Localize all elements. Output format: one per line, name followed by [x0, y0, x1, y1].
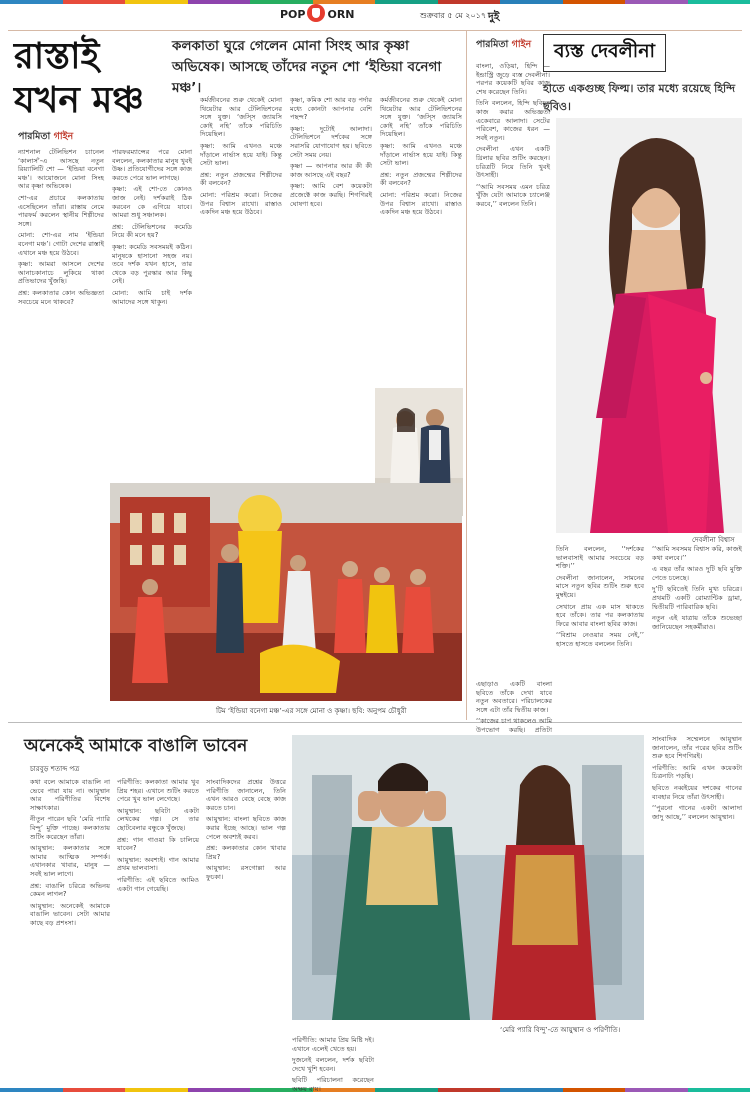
story3-byline: চারবুড় শতাব্দ পত্র: [30, 763, 79, 775]
paragraph: আয়ুষ্মান: অনেকেই আমাকে বাঙালি ভাবেন। সেটা আমার কাছে বড় প্রশংসা।: [30, 902, 110, 928]
story1-main-photo: [110, 483, 462, 701]
story2-col2: [476, 680, 552, 720]
top-color-stripe: [0, 0, 750, 4]
paragraph: ‘‘আমি সবসময় এমন চরিত্র খুঁজি যেটা আমাকে চ্যালেঞ্জ করবে,’’ বললেন তিনি।: [476, 183, 550, 209]
paragraph: সাংবাদিক সম্মেলনে আয়ুষ্মান জানালেন, তাঁর পরের ছবির শুটিং শুরু হবে শিগগিরই।: [652, 735, 742, 761]
paragraph: দেবলীনা জানালেন, সামনের মাসে নতুন ছবির শুটিং শুরু হবে মুম্বইয়ে।: [556, 574, 644, 600]
story3-col2: [117, 778, 199, 1078]
paragraph: প্রশ্ন: কলকাতার কোন অভিজ্ঞতা সবচেয়ে মনে থাকবে?: [18, 289, 104, 306]
stripe-segment: [0, 1088, 63, 1092]
story2-col4: [652, 545, 742, 713]
stripe-segment: [438, 1088, 501, 1092]
paragraph: পরিণীতি: আমার প্রিয় মিষ্টি দই। এখানে এলেই খেতে হয়।: [292, 1036, 374, 1053]
frame-top-line: [8, 30, 742, 31]
paragraph: কথা বলে আমাকে বাঙালি না ভেবে পারা যায় না। আয়ুষ্মান আর পরিণীতির বিশেষ সাক্ষাৎকার।: [30, 778, 110, 812]
paragraph: কৃষ্ণা: আমি এখনও মঞ্চে দাঁড়ালে নার্ভাস হয়ে যাই। কিন্তু সেটা ভাল।: [380, 142, 462, 168]
story1-col1: [18, 148, 104, 688]
paragraph: বাংলা, ওড়িয়া, হিন্দি — ইন্ডাস্ট্রি জুড়ে ব্যস্ত দেবলীনা। পরপর কয়েকটি ছবির কাজ শেষ করেছেন তিনি।: [476, 62, 550, 96]
paragraph: ‘‘বিশ্রাম নেওয়ার সময় নেই,’’ হাসতে হাসতে বললেন তিনি।: [556, 631, 644, 648]
paragraph: কৃষ্ণা: আমি বেশ কয়েকটা প্রজেক্টে কাজ করছি। শিগগিরই ঘোষণা হবে।: [290, 182, 372, 208]
paragraph: দু’টি ছবিতেই তিনি মুখ্য চরিত্রে। প্রথমটি একটি রোম্যান্টিক ড্রামা, দ্বিতীয়টি পারিবারিক ছবি।: [652, 585, 742, 611]
paragraph: কৃষ্ণা — আপনার আর কী কী কাজ আসছে এই বছর?: [290, 162, 372, 179]
story1-byline: পারমিতা গাইন: [18, 130, 73, 145]
story1-photo-caption: টিম ‘ইন্ডিয়া বনেগা মঞ্চ’-এর সঙ্গে মোনা ও কৃষ্ণা। ছবি: অনুপম চৌধুরী: [216, 705, 406, 717]
stripe-segment: [188, 1088, 251, 1092]
paragraph: ছবিতে নব্বইয়ের দশকের গানের ব্যবহার নিয়ে তাঁরা উৎসাহী।: [652, 784, 742, 801]
story2-col3: [556, 545, 644, 713]
stripe-segment: [63, 0, 126, 4]
paragraph: দেবলীনা এখন একটি থ্রিলার ছবির শুটিং করছেন। চরিত্রটি নিয়ে তিনি খুবই উৎসাহী।: [476, 145, 550, 179]
story3-col3: [206, 778, 286, 1006]
paragraph: নতুন এই যাত্রায় তাঁকে শুভেচ্ছা জানিয়েছেন সহকর্মীরাও।: [652, 614, 742, 631]
story1-headline: রাস্তাই যখন মঞ্চ: [14, 34, 164, 122]
story2-col1: [476, 62, 550, 722]
stripe-segment: [625, 0, 688, 4]
paragraph: তিনি বললেন, হিন্দি ছবিতে কাজ করার অভিজ্ঞতা একেবারে আলাদা। সেটের পরিবেশ, কাজের ধরন — সবই নতুন।: [476, 99, 550, 142]
story3-col4: [292, 1036, 374, 1082]
paragraph: পরিণীতি: এই ছবিতে আমিও একটা গান গেয়েছি।: [117, 876, 199, 893]
story2-subtitle: হাতে একগুচ্ছ ফিল্ম। তার মধ্যে রয়েছে হিন্দি ছবিও।: [543, 80, 741, 116]
paragraph: আয়ুষ্মান: ছবিটা একটা লেখকের গল্প। সে তার ছোটবেলার বন্ধুকে খুঁজছে।: [117, 807, 199, 833]
stripe-segment: [313, 0, 376, 4]
paragraph: ‘‘পুরনো গানের একটা আলাদা জাদু আছে,’’ বললেন আয়ুষ্মান।: [652, 804, 742, 821]
page-number: দুই: [488, 8, 500, 27]
paragraph: আয়ুষ্মান: অবশ্যই। গান আমার প্রথম ভালবাসা।: [117, 856, 199, 873]
paragraph: প্রশ্ন: টেলিভিশনের কমেডি নিয়ে কী মনে হয়?: [112, 223, 192, 240]
stripe-segment: [125, 0, 188, 4]
issue-date: শুক্রবার ৫ মে ২০১৭: [420, 10, 486, 23]
paragraph: আয়ুষ্মান: কলকাতার সঙ্গে আমার আত্মিক সম্পর্ক। এখানকার খাবার, মানুষ — সবই ভাল লাগে।: [30, 844, 110, 878]
paragraph: পরিণীতি: কলকাতা আমার খুব প্রিয় শহর। এখানে শুটিং করতে পেরে খুব ভাল লেগেছে।: [117, 778, 199, 804]
bottom-color-stripe: [0, 1088, 750, 1092]
story1-col5: [380, 96, 462, 386]
stripe-segment: [375, 1088, 438, 1092]
paragraph: মোনা: শো-এর নাম ‘ইন্ডিয়া বনেগা মঞ্চ’। গোটা দেশের রাস্তাই এখানে মঞ্চ হয়ে উঠবে।: [18, 231, 104, 257]
paragraph: এছাড়াও একটি বাংলা ছবিতে তাঁকে দেখা যাবে নতুন অবতারে। পরিচালকের সঙ্গে এটা তাঁর দ্বিতীয় কাজ।: [476, 680, 552, 714]
stripe-segment: [438, 0, 501, 4]
paragraph: নীতুন পারেন ছবি ‘মেরি প্যারি বিন্দু’ মুক্তি পাচ্ছে। কলকাতায় শুটিং করেছেন তাঁরা।: [30, 815, 110, 841]
paragraph: প্রশ্ন: বাঙালি চরিত্রে অভিনয় কেমন লাগল?: [30, 882, 110, 899]
story1-col3: [200, 96, 282, 478]
paragraph: পরিণীতি: আমি এখন কয়েকটা চিত্রনাট্য পড়ছি।: [652, 764, 742, 781]
story1-col4: [290, 96, 372, 386]
stripe-segment: [688, 1088, 750, 1092]
paragraph: কৃষ্ণা: কমেডি সবসময়ই কঠিন। মানুষকে হাসানো সহজ নয়। তবে দর্শক যখন হাসে, তার থেকে বড় পুরস্কার আর কিছু নেই।: [112, 243, 192, 286]
paragraph: ছবিটি পরিচালনা করেছেন অক্ষয় রায়।: [292, 1076, 374, 1093]
story3-main-photo: [292, 735, 644, 1020]
column-divider: [466, 30, 467, 720]
paragraph: আয়ুষ্মান: বাংলা ছবিতে কাজ করার ইচ্ছে আছে। ভাল গল্প পেলে অবশ্যই করব।: [206, 815, 286, 841]
paragraph: মোনা: আমি চাই দর্শক আমাদের সঙ্গে থাকুন।: [112, 289, 192, 306]
stripe-segment: [375, 0, 438, 4]
paragraph: প্রশ্ন: গান গাওয়া কি চালিয়ে যাবেন?: [117, 836, 199, 853]
story3-photo-caption: ‘মেরি প্যারি বিন্দু’-তে আয়ুষ্মান ও পরিণীতি।: [500, 1024, 620, 1036]
stripe-segment: [188, 0, 251, 4]
paragraph: দুজনেই বললেন, দর্শক ছবিটা দেখে খুশি হবেন।: [292, 1056, 374, 1073]
stripe-segment: [0, 0, 63, 4]
stripe-segment: [500, 0, 563, 4]
paragraph: মোনা: পরিশ্রম করো। নিজের উপর বিশ্বাস রাখো। রাস্তাও একদিন মঞ্চ হয়ে উঠবে।: [200, 191, 282, 217]
paragraph: কর্মজীবনের শুরু থেকেই মোনা থিয়েটার আর টেলিভিশনের সঙ্গে যুক্ত। ‘জস্সি জ্যায়সি কোই নহি’ তাঁকে পরিচিতি দিয়েছিল।: [380, 96, 462, 139]
story2-header: [543, 34, 741, 116]
popcorn-icon: [307, 4, 325, 22]
section-divider: [8, 722, 742, 723]
story2-portrait-photo: [556, 118, 742, 533]
story3-col1: [30, 778, 110, 1078]
stripe-segment: [63, 1088, 126, 1092]
paragraph: কৃষ্ণা: এই শো-তে কোনও জাজ নেই। দর্শকরাই ঠিক করবেন কে এগিয়ে যাবে। আমরা শুধু সঞ্চালক।: [112, 185, 192, 219]
paragraph: প্রশ্ন: কলকাতার কোন খাবার প্রিয়?: [206, 844, 286, 861]
stripe-segment: [250, 0, 313, 4]
stripe-segment: [125, 1088, 188, 1092]
paragraph: ‘‘আমি সবসময় বিশ্বাস করি, কাজই কথা বলবে।’’: [652, 545, 742, 562]
paragraph: কৃষ্ণা: আমরা আসলে দেশের আনাচকানাচে লুকিয়ে থাকা প্রতিভাদের খুঁজছি।: [18, 260, 104, 286]
paragraph: পারফরম্যান্সের পরে মোনা বললেন, কলকাতার মানুষ খুবই উষ্ণ। প্রতিযোগীদের সঙ্গে কাজ করতে পেরে ভাল লাগছে।: [112, 148, 192, 182]
paragraph: শো-এর প্রচারে কলকাতায় এসেছিলেন তাঁরা। রাস্তায় নেমে পারফর্ম করলেন স্থানীয় শিল্পীদের সঙ্গে।: [18, 194, 104, 228]
stripe-segment: [500, 1088, 563, 1092]
story2-byline: পারমিতা গাইন: [476, 38, 531, 53]
paragraph: ‘‘কাজের চাপ থাকলেও আমি উপভোগ করছি। প্রতিটা: [476, 717, 552, 743]
paragraph: মোনা: পরিশ্রম করো। নিজের উপর বিশ্বাস রাখো। রাস্তাও একদিন মঞ্চ হয়ে উঠবে।: [380, 191, 462, 217]
masthead: [0, 6, 750, 28]
paragraph: আয়ুষ্মান: রসগোল্লা আর ফুচকা।: [206, 864, 286, 881]
story1-col2: [112, 148, 192, 478]
paragraph: সাংবাদিকদের প্রশ্নের উত্তরে পরিণীতি জানালেন, তিনি এখন আরও বেছে বেছে কাজ করতে চান।: [206, 778, 286, 812]
story2-photo-caption: দেবলীনা বিশ্বাস: [692, 534, 735, 546]
stripe-segment: [688, 0, 750, 4]
story3-headline: অনেকেই আমাকে বাঙালি ভাবেন: [24, 733, 247, 761]
paragraph: ন্যাশনাল টেলিভিশন চ্যানেল ‘কালার্স’-এ আসছে নতুন রিয়্যালিটি শো — ‘ইন্ডিয়া বনেগা মঞ্চ’। আয়োজনে মোনা সিংহ আর কৃষ্ণা অভিষেক।: [18, 148, 104, 191]
stripe-segment: [563, 1088, 626, 1092]
stripe-segment: [625, 1088, 688, 1092]
paragraph: কৃষ্ণা: দুটোই আলাদা। টেলিভিশনে দর্শকের সঙ্গে সরাসরি যোগাযোগ হয়। ছবিতে সেটা সময় নেয়।: [290, 125, 372, 159]
story1-deck: কলকাতা ঘুরে গেলেন মোনা সিংহ আর কৃষ্ণা অভিষেক। আসছে তাঁদের নতুন শো ‘ইন্ডিয়া বনেগা মঞ্চ’।: [172, 36, 462, 99]
story3-col5: [652, 735, 742, 1075]
paragraph: প্রশ্ন: নতুন প্রজন্মের শিল্পীদের কী বলবেন?: [200, 171, 282, 188]
paragraph: সেখানে প্রায় এক মাস থাকতে হবে তাঁকে। তার পর কলকাতায় ফিরে আবার বাংলা ছবির কাজ।: [556, 603, 644, 629]
paragraph: প্রশ্ন: নতুন প্রজন্মের শিল্পীদের কী বলবেন?: [380, 171, 462, 188]
paragraph: তিনি বললেন, ‘‘দর্শকের ভালবাসাই আমার সবচেয়ে বড় শক্তি।’’: [556, 545, 644, 571]
stripe-segment: [563, 0, 626, 4]
paragraph: কৃষ্ণা, কমিক শো আর বড় পর্দার মধ্যে কোনটা আপনার বেশি পছন্দ?: [290, 96, 372, 122]
paragraph: এ বছর তাঁর আরও দুটি ছবি মুক্তি পেতে চলেছে।: [652, 565, 742, 582]
paragraph: কৃষ্ণা: আমি এখনও মঞ্চে দাঁড়ালে নার্ভাস হয়ে যাই। কিন্তু সেটা ভাল।: [200, 142, 282, 168]
popcorn-logo: POP ORN: [280, 8, 355, 22]
paragraph: কর্মজীবনের শুরু থেকেই মোনা থিয়েটার আর টেলিভিশনের সঙ্গে যুক্ত। ‘জস্সি জ্যায়সি কোই নহি’ তাঁকে পরিচিতি দিয়েছিল।: [200, 96, 282, 139]
story2-title: ব্যস্ত দেবলীনা: [543, 34, 666, 72]
